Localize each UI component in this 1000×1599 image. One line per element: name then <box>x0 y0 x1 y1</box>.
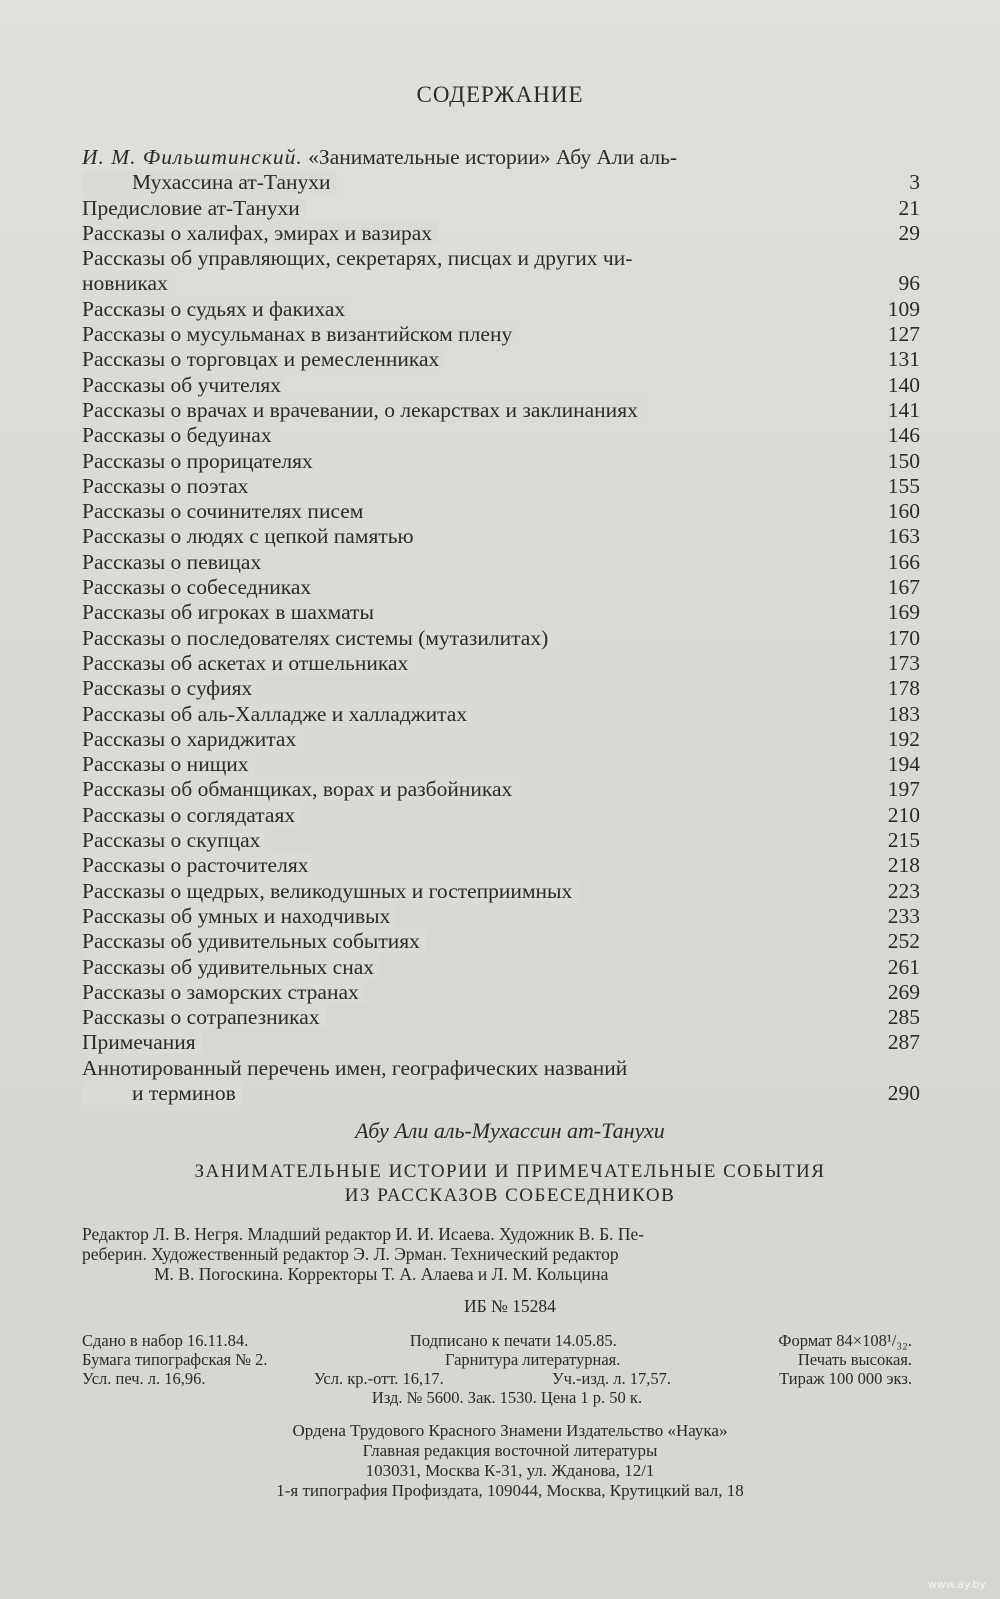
credits-line: реберин. Художественный редактор Э. Л. Эрман. Технический редактор <box>82 1244 619 1264</box>
print-detail: Сдано в набор 16.11.84. <box>82 1331 249 1350</box>
toc-page-number: 170 <box>887 625 920 650</box>
credits <box>82 1224 912 1284</box>
book-title-line: ЗАНИМАТЕЛЬНЫЕ ИСТОРИИ И ПРИМЕЧАТЕЛЬНЫЕ СОБЫТИЯ <box>194 1161 826 1182</box>
toc-entry <box>82 373 920 398</box>
toc-entry-title-line: Рассказы об управляющих, секретарях, писцах и других чи- <box>82 246 633 271</box>
toc-entry-author: И. М. Фильштинский. <box>82 145 303 169</box>
toc-entry <box>82 980 920 1005</box>
toc-entry-title: Рассказы о скупцах <box>82 828 266 852</box>
toc-entry-title: Примечания <box>82 1030 202 1054</box>
toc-entry <box>82 929 920 954</box>
book-title <box>20 1160 1000 1208</box>
toc-entry-title: Рассказы об игроках в шахматы <box>82 600 380 624</box>
toc-entry-title: Рассказы о бедуинах <box>82 423 278 447</box>
publisher-line: Главная редакция восточной литературы <box>362 1441 658 1460</box>
print-details <box>82 1331 912 1407</box>
toc-entry <box>82 955 920 980</box>
toc-entry <box>82 550 920 575</box>
toc-page-number: 290 <box>887 1080 920 1105</box>
toc-entry-title-line: Мухассина ат-Танухи <box>82 170 337 194</box>
colophon <box>0 1118 1000 1501</box>
toc-entry <box>82 626 920 651</box>
toc-entry-title: Рассказы о заморских странах <box>82 980 365 1004</box>
toc-entry-title: Рассказы о мусульманах в византийском плену <box>82 322 518 346</box>
toc-page-number: 163 <box>887 524 920 549</box>
toc-entry <box>82 524 920 549</box>
toc-page-number: 233 <box>887 903 920 928</box>
toc-entry <box>82 246 920 297</box>
toc-page-number: 166 <box>887 549 920 574</box>
toc-entry-title: Рассказы о поэтах <box>82 474 254 498</box>
toc-entry <box>82 347 920 372</box>
toc-entry-title: Рассказы о людях с цепкой памятью <box>82 524 420 548</box>
toc-page-number: 169 <box>887 600 920 625</box>
toc-entry-title: Рассказы об удивительных событиях <box>82 929 426 953</box>
toc-entry <box>82 499 920 524</box>
toc-entry-title: Предисловие ат-Танухи <box>82 196 306 220</box>
toc-entry-title: Рассказы о певицах <box>82 550 267 574</box>
toc-entry-title-line: Аннотированный перечень имен, географических названий <box>82 1055 628 1080</box>
toc-page-number: 96 <box>898 271 920 296</box>
toc-entry <box>82 803 920 828</box>
print-detail: Бумага типографская № 2. <box>82 1350 268 1369</box>
toc-entry <box>82 398 920 423</box>
toc-page-number: 197 <box>887 777 920 802</box>
toc-entry <box>82 828 920 853</box>
toc-entry-title: Рассказы об аскетах и отшельниках <box>82 651 414 675</box>
toc-entry <box>82 196 920 221</box>
toc-page-number: 252 <box>887 929 920 954</box>
toc-entry-title: Рассказы о нищих <box>82 752 255 776</box>
toc-page-number: 218 <box>887 853 920 878</box>
toc-entry-title <box>82 246 920 271</box>
credits-line: Редактор Л. В. Негря. Младший редактор И. И. Исаева. Художник В. Б. Пе- <box>82 1224 645 1244</box>
toc-entry-title: Рассказы о щедрых, великодушных и гостеприимных <box>82 879 578 903</box>
toc-entry <box>82 575 920 600</box>
ib-number: ИБ № 15284 <box>464 1296 556 1316</box>
toc-entry <box>82 474 920 499</box>
publisher-line: 103031, Москва К-31, ул. Жданова, 12/1 <box>365 1461 655 1480</box>
toc-entry-title <box>82 145 920 170</box>
toc-entry-title: Рассказы о врачах и врачевании, о лекарствах и заклинаниях <box>82 398 644 422</box>
toc-entry-title-line: и терминов <box>82 1081 242 1105</box>
toc-entry-title: Рассказы об удивительных снах <box>82 955 380 979</box>
toc-entry <box>82 702 920 727</box>
toc-page-number: 155 <box>887 473 920 498</box>
toc-page-number: 261 <box>887 954 920 979</box>
toc-entry-title-line: «Занимательные истории» Абу Али аль- <box>308 145 678 169</box>
toc-entry-title: Рассказы об учителях <box>82 373 287 397</box>
toc-page-number: 178 <box>887 676 920 701</box>
print-detail: Гарнитура литературная. <box>444 1350 621 1369</box>
credits-line: М. В. Погоскина. Корректоры Т. А. Алаева и Л. М. Кольцина <box>154 1264 609 1284</box>
toc-entry-title: Рассказы об обманщиках, ворах и разбойниках <box>82 777 518 801</box>
toc-page-number: 192 <box>887 726 920 751</box>
toc-entry <box>82 752 920 777</box>
toc-entry <box>82 423 920 448</box>
toc-entry-title: Рассказы об аль-Халладже и халладжитах <box>82 702 473 726</box>
print-detail: Подписано к печати 14.05.85. <box>409 1331 617 1350</box>
toc-page-number: 127 <box>887 322 920 347</box>
print-details-line: Изд. № 5600. Зак. 1530. Цена 1 р. 50 к. <box>371 1388 643 1407</box>
toc-page-number: 150 <box>887 448 920 473</box>
toc-page-number: 140 <box>887 372 920 397</box>
toc-page-number: 167 <box>887 575 920 600</box>
book-title-line: ИЗ РАССКАЗОВ СОБЕСЕДНИКОВ <box>344 1185 676 1206</box>
toc-page-number: 183 <box>887 701 920 726</box>
print-detail: Усл. печ. л. 16,96. <box>82 1369 206 1388</box>
toc-entry-title: Рассказы о собеседниках <box>82 575 317 599</box>
toc-entry <box>82 879 920 904</box>
toc-page-number: 109 <box>887 296 920 321</box>
toc-page-number: 146 <box>887 423 920 448</box>
toc-entry-title: Рассказы о соглядатаях <box>82 803 301 827</box>
toc-entry-title: Рассказы о халифах, эмирах и вазирах <box>82 221 438 245</box>
toc-page-number: 21 <box>898 195 920 220</box>
print-detail: Формат 84×108¹/₃₂. <box>778 1331 912 1350</box>
toc-page-number: 285 <box>887 1005 920 1030</box>
toc-entry-title <box>82 1056 920 1081</box>
toc-entry <box>82 1005 920 1030</box>
watermark: www.ay.by <box>927 1578 986 1591</box>
table-of-contents <box>82 145 920 1106</box>
toc-entry <box>82 449 920 474</box>
toc-heading: СОДЕРЖАНИЕ <box>416 82 584 107</box>
toc-entry <box>82 853 920 878</box>
toc-entry <box>82 1056 920 1107</box>
publisher-line: Ордена Трудового Красного Знамени Издательство «Наука» <box>292 1421 728 1440</box>
print-detail: Тираж 100 000 экз. <box>779 1369 912 1388</box>
print-detail: Печать высокая. <box>797 1350 912 1369</box>
toc-page-number: 131 <box>887 347 920 372</box>
toc-entry-title: Рассказы о хариджитах <box>82 727 302 751</box>
toc-page-number: 215 <box>887 828 920 853</box>
print-details-line <box>82 1369 912 1388</box>
toc-entry-title-line: новниках <box>82 271 174 295</box>
toc-entry-title: Рассказы о прорицателях <box>82 449 319 473</box>
print-details-line <box>82 1350 912 1369</box>
toc-page-number: 194 <box>887 752 920 777</box>
toc-entry-title: Рассказы о последователях системы (мутазилитах) <box>82 626 554 650</box>
toc-entry <box>82 1030 920 1055</box>
toc-page-number: 141 <box>887 397 920 422</box>
toc-entry-title: Рассказы о суфиях <box>82 676 258 700</box>
book-author: Абу Али аль-Мухассин ат-Танухи <box>355 1118 665 1143</box>
toc-entry-title: Рассказы о расточителях <box>82 853 314 877</box>
toc-entry-title: Рассказы о сотрапезниках <box>82 1005 326 1029</box>
toc-page-number: 223 <box>887 878 920 903</box>
toc-entry <box>82 221 920 246</box>
toc-entry <box>82 145 920 196</box>
toc-entry <box>82 600 920 625</box>
print-detail: Уч.-изд. л. 17,57. <box>551 1369 671 1388</box>
print-details-line <box>82 1331 912 1350</box>
toc-entry <box>82 777 920 802</box>
toc-entry <box>82 676 920 701</box>
toc-page-number: 269 <box>887 979 920 1004</box>
toc-entry <box>82 727 920 752</box>
print-detail: Усл. кр.-отт. 16,17. <box>313 1369 444 1388</box>
toc-page-number: 29 <box>898 220 920 245</box>
publisher-info <box>20 1421 1000 1501</box>
toc-page-number: 287 <box>887 1030 920 1055</box>
toc-entry-title: Рассказы о судьях и факихах <box>82 297 351 321</box>
toc-entry-title: Рассказы о торговцах и ремесленниках <box>82 347 445 371</box>
toc-entry-title: Рассказы об умных и находчивых <box>82 904 396 928</box>
toc-page-number: 3 <box>909 170 920 195</box>
toc-page-number: 210 <box>887 802 920 827</box>
toc-page-number: 160 <box>887 499 920 524</box>
toc-entry <box>82 297 920 322</box>
toc-page-number: 173 <box>887 650 920 675</box>
toc-entry <box>82 904 920 929</box>
toc-entry <box>82 322 920 347</box>
toc-entry-title: Рассказы о сочинителях писем <box>82 499 369 523</box>
toc-entry <box>82 651 920 676</box>
publisher-line: 1-я типография Профиздата, 109044, Москва, Крутицкий вал, 18 <box>276 1481 744 1500</box>
